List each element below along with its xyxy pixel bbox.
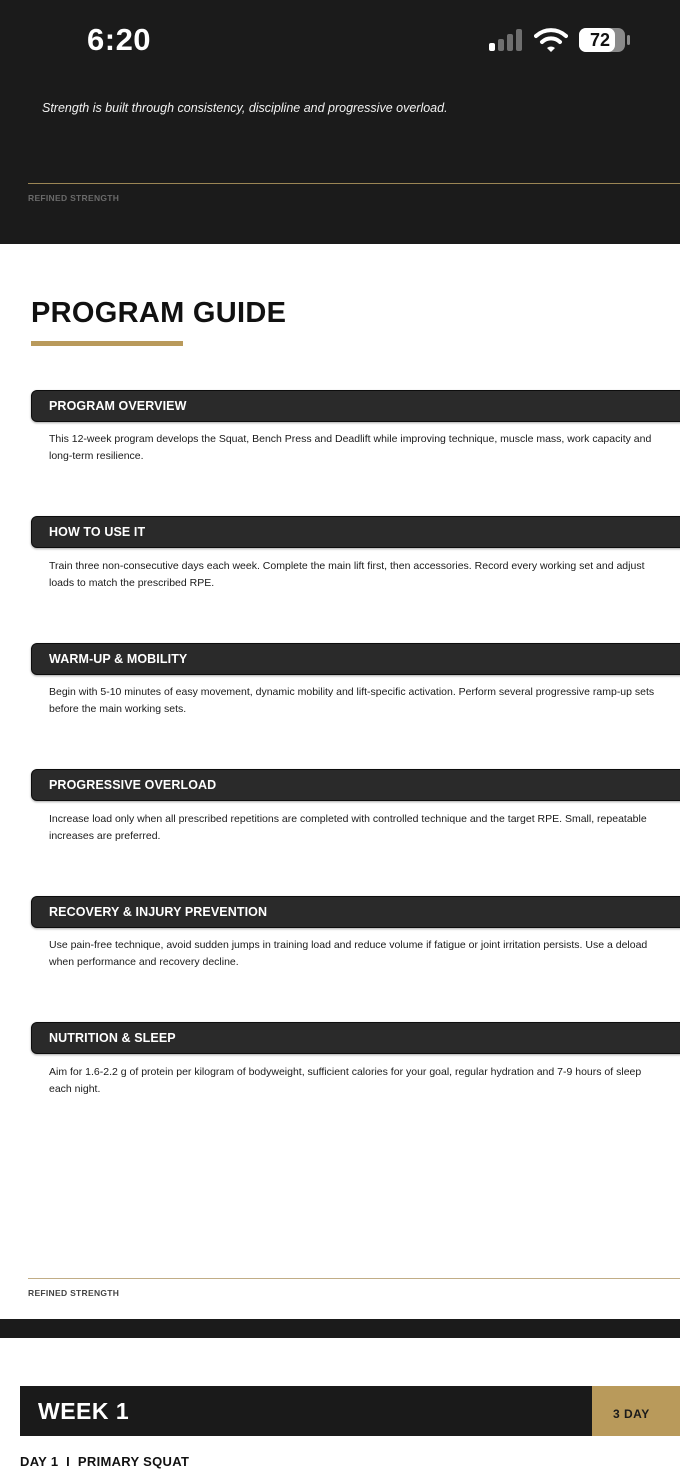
week-header <box>20 1386 592 1436</box>
wifi-icon <box>534 27 568 53</box>
section-title: RECOVERY & INJURY PREVENTION <box>49 905 268 919</box>
footer-divider <box>28 1278 680 1279</box>
section-title: HOW TO USE IT <box>49 525 146 539</box>
week-title: WEEK 1 <box>38 1398 130 1424</box>
badge-label: 3 DAY <box>613 1407 650 1421</box>
days-per-week-badge <box>592 1386 680 1436</box>
footer-brand: REFINED STRENGTH <box>28 1288 120 1298</box>
section-title: PROGRESSIVE OVERLOAD <box>49 778 217 792</box>
section-title: WARM-UP & MOBILITY <box>49 652 188 666</box>
section-title: PROGRAM OVERVIEW <box>49 399 187 413</box>
header-tagline: Strength is built through consistency, discipline and progressive overload. <box>42 101 448 115</box>
section-body-how-to-use: Train three non-consecutive days each week. Complete the main lift first, then accessories. Record every working set and adjust loads to match the prescribed RPE. <box>49 560 645 589</box>
page-separator-band <box>0 1319 680 1338</box>
section-body-program-overview: This 12-week program develops the Squat, Bench Press and Deadlift while improving technique, muscle mass, work capacity and long-term resilience. <box>49 433 652 462</box>
section-body-warm-up: Begin with 5-10 minutes of easy movement, dynamic mobility and lift-specific activation. Perform several progressive ramp-up sets before the main working sets. <box>49 686 655 715</box>
section-body-progressive-overload: Increase load only when all prescribed repetitions are completed with controlled technique and the target RPE. Small, repeatable increases are preferred. <box>49 813 647 842</box>
header-divider <box>28 183 680 184</box>
battery-icon <box>578 27 632 53</box>
section-header-nutrition <box>31 1022 680 1054</box>
title-underline <box>31 341 183 346</box>
section-header-progressive-overload <box>31 769 680 801</box>
cellular-signal-icon <box>489 29 525 51</box>
header-brand: REFINED STRENGTH <box>28 193 120 203</box>
section-header-recovery <box>31 896 680 928</box>
day-label: DAY 1 I PRIMARY SQUAT <box>20 1454 190 1469</box>
section-body-nutrition: Aim for 1.6-2.2 g of protein per kilogram of bodyweight, sufficient calories for your goal, regular hydration and 7-9 hours of sleep each night. <box>49 1066 642 1095</box>
section-header-program-overview <box>31 390 680 422</box>
status-time: 6:20 <box>87 22 152 57</box>
top-header-area <box>0 0 680 244</box>
section-header-warm-up <box>31 643 680 675</box>
section-header-how-to-use <box>31 516 680 548</box>
battery-level: 72 <box>589 30 611 50</box>
section-title: NUTRITION & SLEEP <box>49 1031 176 1045</box>
page-title: PROGRAM GUIDE <box>31 297 287 329</box>
section-body-recovery: Use pain-free technique, avoid sudden jumps in training load and reduce volume if fatigue or joint irritation persists. Use a deload when performance and recovery decline. <box>49 939 648 968</box>
